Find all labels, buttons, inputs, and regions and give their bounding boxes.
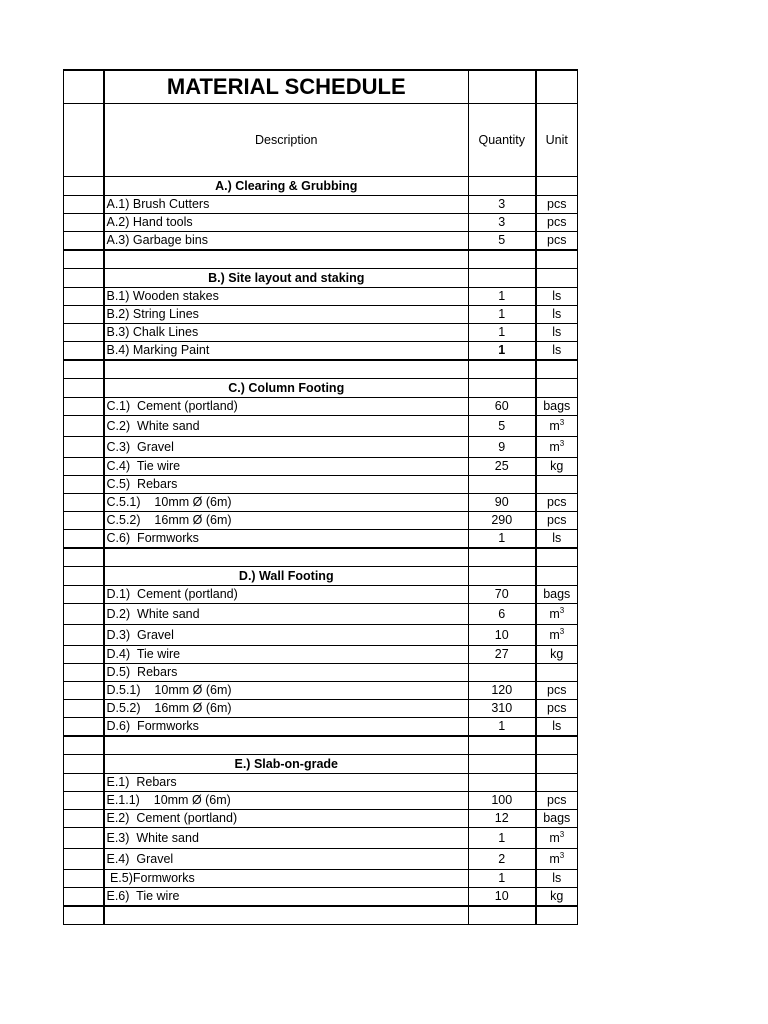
section-header-row	[64, 269, 578, 288]
unit-text: pcs	[547, 793, 567, 808]
item-unit	[536, 849, 578, 870]
item-description: C.6) Formworks	[104, 530, 469, 549]
item-quantity: 27	[469, 646, 536, 664]
table-row	[64, 494, 578, 512]
blank-cell	[64, 736, 104, 755]
item-unit	[536, 888, 578, 907]
column-header-row	[64, 104, 578, 177]
table-row	[64, 792, 578, 810]
unit-text: ls	[552, 531, 562, 546]
section-title: B.) Site layout and staking	[104, 269, 469, 288]
spacer-row	[64, 548, 578, 567]
item-quantity: 1	[469, 342, 536, 361]
item-quantity	[469, 476, 536, 494]
blank-cell	[64, 755, 104, 774]
item-quantity: 5	[469, 232, 536, 251]
table-row	[64, 437, 578, 458]
item-description: D.1) Cement (portland)	[104, 586, 469, 604]
item-unit	[536, 664, 578, 682]
item-unit	[536, 196, 578, 214]
item-quantity: 1	[469, 306, 536, 324]
blank-cell	[64, 906, 104, 925]
blank-cell	[469, 360, 536, 379]
item-unit	[536, 416, 578, 437]
section-header-row	[64, 567, 578, 586]
blank-cell	[469, 177, 536, 196]
item-unit	[536, 214, 578, 232]
item-unit	[536, 476, 578, 494]
item-unit	[536, 324, 578, 342]
unit-text: m	[549, 439, 560, 454]
item-quantity: 1	[469, 718, 536, 737]
item-description: B.1) Wooden stakes	[104, 288, 469, 306]
item-unit	[536, 512, 578, 530]
item-quantity: 1	[469, 828, 536, 849]
unit-header: Unit	[536, 104, 578, 177]
unit-text: ls	[552, 325, 562, 340]
unit-text: ls	[552, 343, 562, 358]
table-row	[64, 458, 578, 476]
item-quantity: 100	[469, 792, 536, 810]
item-unit	[536, 398, 578, 416]
item-unit	[536, 870, 578, 888]
unit-superscript: 3	[559, 850, 565, 860]
blank-cell	[469, 70, 536, 104]
blank-cell	[469, 736, 536, 755]
item-description: C.2) White sand	[104, 416, 469, 437]
item-quantity: 1	[469, 530, 536, 549]
unit-text: m	[549, 851, 560, 866]
table-row	[64, 530, 578, 549]
item-unit	[536, 682, 578, 700]
item-unit	[536, 792, 578, 810]
item-quantity: 1	[469, 870, 536, 888]
item-unit	[536, 458, 578, 476]
item-quantity: 3	[469, 196, 536, 214]
item-description: E.1.1) 10mm Ø (6m)	[104, 792, 469, 810]
unit-text: kg	[550, 647, 564, 662]
blank-cell	[536, 736, 578, 755]
spacer-row	[64, 906, 578, 925]
item-description: C.4) Tie wire	[104, 458, 469, 476]
blank-cell	[536, 906, 578, 925]
blank-cell	[64, 104, 104, 177]
item-unit	[536, 586, 578, 604]
item-description: B.3) Chalk Lines	[104, 324, 469, 342]
item-quantity	[469, 774, 536, 792]
blank-cell	[64, 718, 104, 737]
unit-superscript: 3	[559, 417, 565, 427]
item-quantity: 3	[469, 214, 536, 232]
item-description: E.3) White sand	[104, 828, 469, 849]
table-row	[64, 306, 578, 324]
item-description: D.3) Gravel	[104, 625, 469, 646]
item-description: E.2) Cement (portland)	[104, 810, 469, 828]
table-row	[64, 604, 578, 625]
unit-text: ls	[552, 289, 562, 304]
blank-cell	[64, 810, 104, 828]
table-row	[64, 625, 578, 646]
item-description: A.2) Hand tools	[104, 214, 469, 232]
blank-cell	[64, 196, 104, 214]
unit-text: m	[549, 606, 560, 621]
blank-cell	[64, 567, 104, 586]
blank-cell	[64, 774, 104, 792]
blank-cell	[64, 548, 104, 567]
material-schedule-table	[63, 69, 578, 925]
item-unit	[536, 232, 578, 251]
blank-cell	[104, 548, 469, 567]
blank-cell	[64, 494, 104, 512]
blank-cell	[536, 755, 578, 774]
blank-cell	[64, 870, 104, 888]
blank-cell	[469, 379, 536, 398]
unit-text: ls	[552, 307, 562, 322]
item-description: A.3) Garbage bins	[104, 232, 469, 251]
item-unit	[536, 774, 578, 792]
item-quantity: 90	[469, 494, 536, 512]
item-quantity: 1	[469, 288, 536, 306]
item-unit	[536, 437, 578, 458]
blank-cell	[469, 250, 536, 269]
spacer-row	[64, 250, 578, 269]
table-row	[64, 324, 578, 342]
quantity-header: Quantity	[469, 104, 536, 177]
unit-text: kg	[550, 459, 564, 474]
table-row	[64, 342, 578, 361]
item-unit	[536, 604, 578, 625]
blank-cell	[64, 70, 104, 104]
item-description: C.5.1) 10mm Ø (6m)	[104, 494, 469, 512]
table-row	[64, 718, 578, 737]
item-description: E.4) Gravel	[104, 849, 469, 870]
table-row	[64, 196, 578, 214]
unit-text: m	[549, 830, 560, 845]
blank-cell	[64, 398, 104, 416]
table-row	[64, 774, 578, 792]
unit-text: pcs	[547, 701, 567, 716]
schedule-title: MATERIAL SCHEDULE	[104, 70, 469, 104]
blank-cell	[469, 567, 536, 586]
blank-cell	[64, 604, 104, 625]
table-row	[64, 512, 578, 530]
table-row	[64, 682, 578, 700]
section-title: E.) Slab-on-grade	[104, 755, 469, 774]
section-title: C.) Column Footing	[104, 379, 469, 398]
unit-superscript: 3	[559, 829, 565, 839]
item-unit	[536, 288, 578, 306]
unit-text: kg	[550, 889, 564, 904]
section-header-row	[64, 755, 578, 774]
blank-cell	[64, 512, 104, 530]
item-description: D.4) Tie wire	[104, 646, 469, 664]
blank-cell	[536, 379, 578, 398]
item-description: D.2) White sand	[104, 604, 469, 625]
item-unit	[536, 342, 578, 361]
blank-cell	[104, 250, 469, 269]
blank-cell	[64, 828, 104, 849]
title-row	[64, 70, 578, 104]
table-row	[64, 398, 578, 416]
blank-cell	[64, 324, 104, 342]
blank-cell	[64, 888, 104, 907]
item-quantity: 6	[469, 604, 536, 625]
item-unit	[536, 306, 578, 324]
table-row	[64, 870, 578, 888]
blank-cell	[469, 755, 536, 774]
item-quantity: 25	[469, 458, 536, 476]
table-row	[64, 810, 578, 828]
blank-cell	[104, 360, 469, 379]
item-quantity: 1	[469, 324, 536, 342]
item-description: B.2) String Lines	[104, 306, 469, 324]
blank-cell	[536, 269, 578, 288]
unit-text: pcs	[547, 233, 567, 248]
blank-cell	[64, 437, 104, 458]
unit-text: ls	[552, 871, 562, 886]
item-description: C.5) Rebars	[104, 476, 469, 494]
item-unit	[536, 700, 578, 718]
unit-text: pcs	[547, 197, 567, 212]
table-row	[64, 232, 578, 251]
blank-cell	[536, 250, 578, 269]
item-quantity: 70	[469, 586, 536, 604]
blank-cell	[64, 232, 104, 251]
item-quantity: 60	[469, 398, 536, 416]
blank-cell	[64, 682, 104, 700]
blank-cell	[64, 700, 104, 718]
item-quantity: 290	[469, 512, 536, 530]
unit-text: pcs	[547, 513, 567, 528]
section-title: D.) Wall Footing	[104, 567, 469, 586]
blank-cell	[104, 906, 469, 925]
unit-text: pcs	[547, 495, 567, 510]
item-quantity: 2	[469, 849, 536, 870]
blank-cell	[64, 530, 104, 549]
blank-cell	[64, 360, 104, 379]
blank-cell	[64, 646, 104, 664]
unit-superscript: 3	[559, 605, 565, 615]
item-quantity	[469, 664, 536, 682]
unit-superscript: 3	[559, 626, 565, 636]
item-quantity: 12	[469, 810, 536, 828]
table-row	[64, 664, 578, 682]
blank-cell	[536, 70, 578, 104]
table-row	[64, 476, 578, 494]
blank-cell	[64, 379, 104, 398]
section-header-row	[64, 177, 578, 196]
item-quantity: 5	[469, 416, 536, 437]
item-unit	[536, 625, 578, 646]
item-description: E.5)Formworks	[104, 870, 469, 888]
blank-cell	[64, 288, 104, 306]
item-description: D.5.1) 10mm Ø (6m)	[104, 682, 469, 700]
unit-text: ls	[552, 719, 562, 734]
blank-cell	[64, 586, 104, 604]
unit-text: bags	[543, 399, 571, 414]
item-quantity: 310	[469, 700, 536, 718]
table-row	[64, 828, 578, 849]
item-description: B.4) Marking Paint	[104, 342, 469, 361]
item-description: E.6) Tie wire	[104, 888, 469, 907]
section-title: A.) Clearing & Grubbing	[104, 177, 469, 196]
table-row	[64, 700, 578, 718]
item-unit	[536, 828, 578, 849]
item-description: A.1) Brush Cutters	[104, 196, 469, 214]
unit-text: m	[549, 627, 560, 642]
item-quantity: 10	[469, 888, 536, 907]
item-description: C.3) Gravel	[104, 437, 469, 458]
blank-cell	[64, 792, 104, 810]
unit-text: m	[549, 418, 560, 433]
blank-cell	[536, 567, 578, 586]
table-row	[64, 849, 578, 870]
blank-cell	[536, 360, 578, 379]
description-header: Description	[104, 104, 469, 177]
item-unit	[536, 718, 578, 737]
table-row	[64, 586, 578, 604]
blank-cell	[536, 177, 578, 196]
table-row	[64, 416, 578, 437]
unit-text: pcs	[547, 215, 567, 230]
blank-cell	[64, 269, 104, 288]
section-header-row	[64, 379, 578, 398]
blank-cell	[64, 625, 104, 646]
item-description: D.6) Formworks	[104, 718, 469, 737]
item-description: C.1) Cement (portland)	[104, 398, 469, 416]
table-row	[64, 646, 578, 664]
blank-cell	[64, 342, 104, 361]
item-description: D.5.2) 16mm Ø (6m)	[104, 700, 469, 718]
spacer-row	[64, 736, 578, 755]
blank-cell	[536, 548, 578, 567]
item-quantity: 9	[469, 437, 536, 458]
item-unit	[536, 530, 578, 549]
blank-cell	[64, 476, 104, 494]
blank-cell	[469, 548, 536, 567]
table-row	[64, 288, 578, 306]
blank-cell	[64, 177, 104, 196]
item-quantity: 120	[469, 682, 536, 700]
unit-superscript: 3	[559, 438, 565, 448]
blank-cell	[64, 849, 104, 870]
unit-text: bags	[543, 811, 571, 826]
blank-cell	[64, 214, 104, 232]
blank-cell	[64, 306, 104, 324]
item-description: C.5.2) 16mm Ø (6m)	[104, 512, 469, 530]
table-row	[64, 214, 578, 232]
blank-cell	[64, 416, 104, 437]
material-schedule-sheet	[63, 69, 577, 925]
item-unit	[536, 646, 578, 664]
item-unit	[536, 494, 578, 512]
blank-cell	[469, 269, 536, 288]
unit-text: bags	[543, 587, 571, 602]
blank-cell	[104, 736, 469, 755]
spacer-row	[64, 360, 578, 379]
table-row	[64, 888, 578, 907]
blank-cell	[64, 250, 104, 269]
unit-text: pcs	[547, 683, 567, 698]
item-quantity: 10	[469, 625, 536, 646]
blank-cell	[64, 458, 104, 476]
item-description: D.5) Rebars	[104, 664, 469, 682]
item-unit	[536, 810, 578, 828]
blank-cell	[64, 664, 104, 682]
blank-cell	[469, 906, 536, 925]
item-description: E.1) Rebars	[104, 774, 469, 792]
